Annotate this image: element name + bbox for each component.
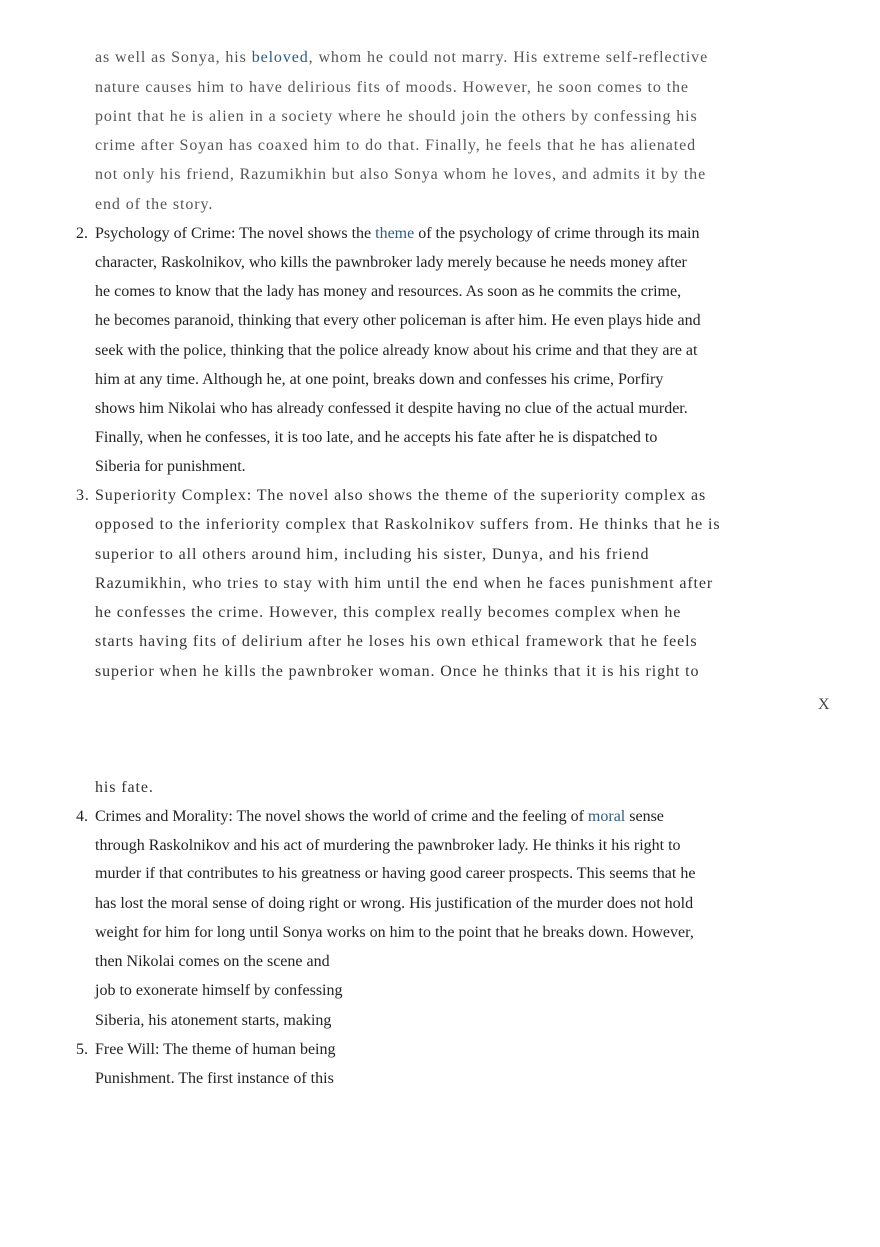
list-item-4-line: through Raskolnikov and his act of murdering the pawnbroker lady. He thinks it his right to xyxy=(95,837,681,854)
beloved-link[interactable]: beloved xyxy=(251,49,309,66)
paragraph-1-line: end of the story. xyxy=(95,196,214,213)
theme-link[interactable]: theme xyxy=(375,225,415,242)
list-number: 3. xyxy=(76,487,90,504)
list-item-3-line: he confesses the crime. However, this complex really becomes complex when he xyxy=(95,604,682,621)
list-item-2-line: him at any time. Although he, at one point, breaks down and confesses his crime, Porfiry xyxy=(95,371,664,388)
paragraph-1-line: nature causes him to have delirious fits of moods. However, he soon comes to the xyxy=(95,79,689,96)
list-item-4-line: Siberia, his atonement starts, making xyxy=(95,1012,332,1029)
list-item-2-line: seek with the police, thinking that the police already know about his crime and that they are at xyxy=(95,342,698,359)
paragraph-1-line: crime after Soyan has coaxed him to do that. Finally, he feels that he has alienated xyxy=(95,137,697,154)
list-item-2-line: he becomes paranoid, thinking that every other policeman is after him. He even plays hide and xyxy=(95,312,701,329)
list-item-2-line: shows him Nikolai who has already confessed it despite having no clue of the actual murder. xyxy=(95,400,688,417)
list-item-4-line: murder if that contributes to his greatness or having good career prospects. This seems that he xyxy=(95,865,696,882)
list-item-2-line: Siberia for punishment. xyxy=(95,458,246,475)
paragraph-1-line: point that he is alien in a society where he should join the others by confessing his xyxy=(95,108,698,125)
list-number: 2. xyxy=(76,225,88,242)
paragraph-1-line xyxy=(95,48,708,68)
list-item-3-line: superior when he kills the pawnbroker woman. Once he thinks that it is his right to xyxy=(95,663,700,680)
text-run: Psychology of Crime: The novel shows the xyxy=(95,225,376,242)
list-item-5-line: Free Will: The theme of human being xyxy=(95,1041,336,1058)
list-item-2-line: character, Raskolnikov, who kills the pawnbroker lady merely because he needs money after xyxy=(95,254,687,271)
text-run: , whom he could not marry. His extreme self-reflective xyxy=(308,49,709,66)
list-item-4-line: job to exonerate himself by confessing xyxy=(95,982,343,999)
moral-link[interactable]: moral xyxy=(587,808,626,825)
list-item-3-line: his fate. xyxy=(95,779,154,796)
list-number: 4. xyxy=(76,808,88,825)
list-item-3-line: Superiority Complex: The novel also shows the theme of the superiority complex as xyxy=(95,487,707,504)
list-item-5-line: Punishment. The first instance of this xyxy=(95,1070,334,1087)
text-run: sense xyxy=(625,808,664,825)
text-run: of the psychology of crime through its main xyxy=(414,225,700,242)
list-item-3-line: Razumikhin, who tries to stay with him until the end when he faces punishment after xyxy=(95,575,714,592)
list-item-2-line: Finally, when he confesses, it is too late, and he accepts his fate after he is dispatched to xyxy=(95,429,658,446)
list-item-4-line: then Nikolai comes on the scene and xyxy=(95,953,330,970)
paragraph-1-line: not only his friend, Razumikhin but also Sonya whom he loves, and admits it by the xyxy=(95,166,707,183)
list-item-3-line: superior to all others around him, including his sister, Dunya, and his friend xyxy=(95,546,650,563)
text-run: as well as Sonya, his xyxy=(95,49,252,66)
list-item-4-line: has lost the moral sense of doing right or wrong. His justification of the murder does not hold xyxy=(95,895,694,912)
list-item-4-line xyxy=(95,807,664,827)
list-number: 5. xyxy=(76,1041,88,1058)
list-item-2-line xyxy=(95,224,700,244)
close-ad-button[interactable]: X xyxy=(818,696,830,713)
text-run: Crimes and Morality: The novel shows the world of crime and the feeling of xyxy=(95,808,588,825)
list-item-3-line: starts having fits of delirium after he loses his own ethical framework that he feels xyxy=(95,633,698,650)
list-item-4-line: weight for him for long until Sonya works on him to the point that he breaks down. However, xyxy=(95,924,694,941)
list-item-2-line: he comes to know that the lady has money and resources. As soon as he commits the crime, xyxy=(95,283,682,300)
list-item-3-line: opposed to the inferiority complex that Raskolnikov suffers from. He thinks that he is xyxy=(95,516,721,533)
